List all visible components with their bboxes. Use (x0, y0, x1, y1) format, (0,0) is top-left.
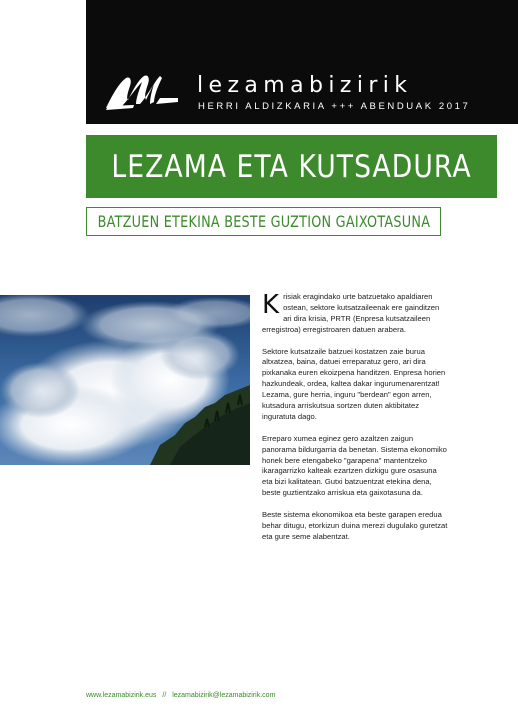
drop-cap: K (262, 290, 280, 320)
subtitle: BATZUEN ETEKINA BESTE GUZTION GAIXOTASUNA (97, 212, 430, 231)
article-paragraph-1 (262, 292, 448, 336)
footer-email-link[interactable]: lezamabizirik@lezamabizirik.com (172, 692, 276, 699)
title-band (86, 135, 497, 198)
footer-separator: // (162, 692, 167, 699)
footer (86, 692, 275, 699)
brand-name: lezamabizirik (197, 73, 413, 98)
issue-line: HERRI ALDIZKARIA +++ ABENDUAK 2017 (198, 101, 471, 112)
article-body (262, 292, 448, 554)
footer-website-link[interactable]: www.lezamabizirik.eus (86, 692, 157, 699)
subtitle-box (86, 207, 441, 236)
article-paragraph-3: Erreparo xumea eginez gero azaltzen zaigun panorama bildurgarria da benetan. Sistema ekonomiko honek bere etengabeko "garapena" mantentzeko ikaragarrizko kalteak ezartzen dizkigu gure osasuna eta bizi kalitatean. Gutxi batzuentzat etekina dena, beste guztientzako arriskua eta gaixotasuna da. (262, 433, 447, 498)
article-paragraph-1-text: risiak eragindako urte batzuetako apaldiaren ostean, sektore kutsatzaileenak ere gainditzen ari dira krisia, PRTR (Enpresa kutsatzaileen erregistroa) erregistroaren datuen arabera. (262, 292, 440, 334)
sky-cloud-photo (0, 295, 250, 465)
lb-brush-logo-icon (104, 70, 180, 112)
main-title: LEZAMA ETA KUTSADURA (111, 148, 472, 185)
article-paragraph-2: Sektore kutsatzaile batzuei kostatzen zaie burua altxatzea, baina, datuei erreparatuz gero, ari dira pixkanaka euren ekoizpena handitzen. Enpresa horien hazkundeak, ordea, kaltea dakar ingurumenarentzat! Lezama, gure herria, inguru "berdean" egon arren, kutsadura arriskutsua sortzen duten aktibitatez inguratuta dago. (262, 346, 446, 421)
article-paragraph-4: Beste sistema ekonomikoa eta beste garapen eredua behar ditugu, etorkizun duina merezi dugulako guretzat eta gure seme alabentzat. (262, 510, 448, 541)
